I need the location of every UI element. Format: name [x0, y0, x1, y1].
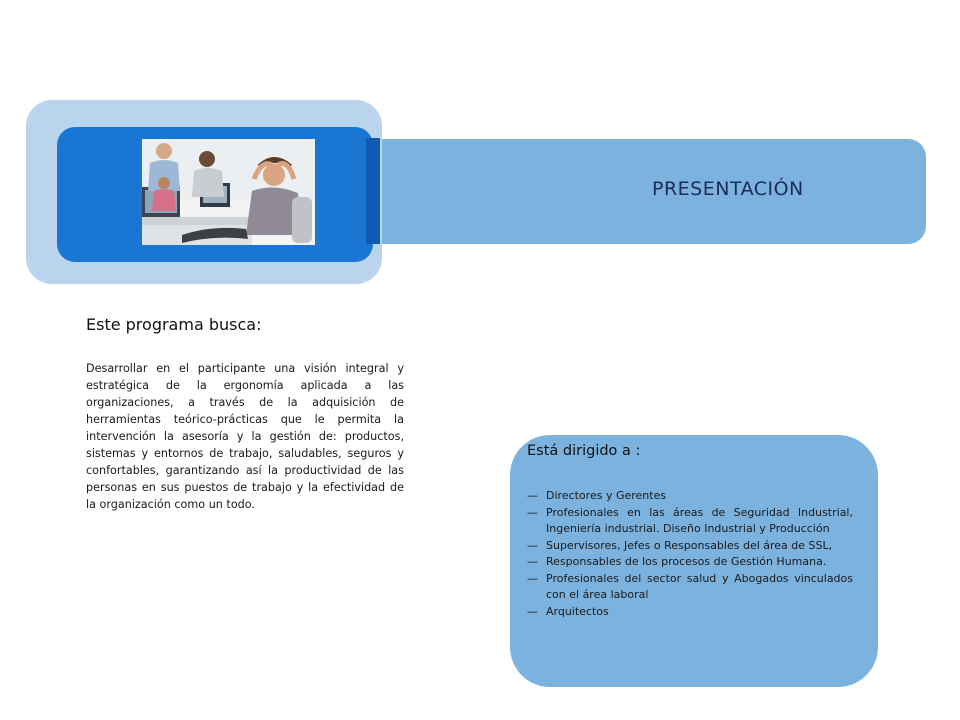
list-item-label: Profesionales en las áreas de Seguridad Industrial, Ingeniería industrial. Diseño Industrial y Producción [546, 505, 853, 535]
list-item [527, 604, 853, 621]
list-item-label: Arquitectos [546, 604, 609, 618]
dash-bullet: — [527, 555, 538, 568]
header-bar [330, 139, 926, 244]
target-audience-heading: Está dirigido a : [527, 443, 641, 459]
dash-bullet: — [527, 538, 538, 552]
office-team-photo [142, 139, 315, 245]
list-item [527, 571, 853, 604]
office-team-photo-icon [142, 139, 315, 245]
dash-bullet: — [527, 571, 538, 585]
list-item [527, 538, 853, 555]
dash-bullet: — [527, 604, 538, 618]
target-audience-list [527, 488, 853, 620]
list-item-label: Profesionales del sector salud y Abogados vinculados con el área laboral [546, 571, 853, 601]
list-item-label: Supervisores, Jefes o Responsables del área de SSL, [546, 538, 833, 552]
program-description: Desarrollar en el participante una visión integral y estratégica de la ergonomía aplicada a las organizaciones, a través de la adquisición de herramientas teórico-prácticas que le permita la intervención la asesoría y la gestión de: productos, sistemas y entornos de trabajo, saludables, seguros y confortables, garantizando así la productividad de las personas en sus puestos de trabajo y la efectividad de la organización como un todo. [86, 362, 404, 511]
list-item [527, 554, 853, 571]
page-title: PRESENTACIÓN [652, 178, 804, 200]
dash-bullet: — [527, 505, 538, 519]
dash-bullet: — [527, 489, 538, 502]
program-heading: Este programa busca: [86, 315, 262, 334]
list-item-label: Directores y Gerentes [546, 489, 667, 502]
photo-frame-edge [366, 138, 380, 244]
list-item [527, 505, 853, 538]
list-item-label: Responsables de los procesos de Gestión Humana. [546, 555, 827, 568]
list-item [527, 488, 853, 505]
